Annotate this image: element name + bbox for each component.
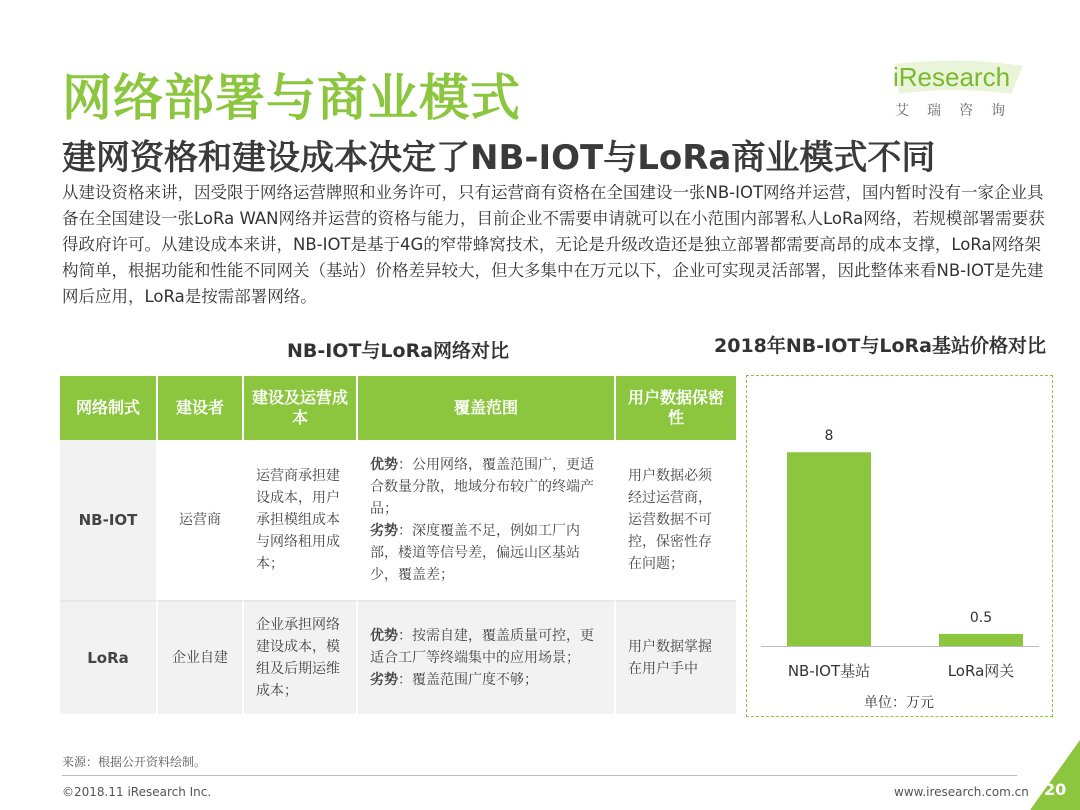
- cost-cell: 运营商承担建设成本，用户承担模组成本与网络租用成本；: [244, 440, 358, 602]
- table-row: [60, 602, 736, 716]
- chart-title: 2018年NB-IOT与LoRa基站价格对比: [714, 335, 1046, 357]
- coverage-cell: [358, 602, 616, 716]
- intro-paragraph: 从建设资格来讲，因受限于网络运营牌照和业务许可，只有运营商有资格在全国建设一张NB-IOT网络并运营，国内暂时没有一家企业具备在全国建设一张LoRa WAN网络并运营的资格与能力，目前企业不需要申请就可以在小范围内部署私人LoRa网络，若规模部署需要获得政府许可。从建设成本来讲，NB-IOT是基于4G的窄带蜂窝技术，无论是升级改造还是独立部署都需要高昂的成本支撑，LoRa网络架构简单，根据功能和性能不同网关（基站）价格差异较大，但大多集中在万元以下，企业可实现灵活部署，因此整体来看NB-IOT是先建网后应用，LoRa是按需部署网络。: [62, 183, 1045, 306]
- network-name-cell: LoRa: [60, 602, 158, 716]
- header-cell: 建设者: [158, 376, 244, 440]
- chart-bar: [939, 634, 1023, 646]
- disadvantage-text: ：覆盖范围广度不够；: [398, 672, 538, 688]
- comparison-table: [60, 376, 736, 716]
- table-row: [60, 440, 736, 602]
- builder-cell: 运营商: [158, 440, 244, 602]
- table-title: NB-IOT与LoRa网络对比: [286, 340, 510, 362]
- header-cell: 网络制式: [60, 376, 158, 440]
- header-cell: 建设及运营成本: [244, 376, 358, 440]
- coverage-cell: [358, 440, 616, 602]
- privacy-cell: 用户数据掌握在用户手中: [616, 602, 736, 716]
- logo-subtext: 艾瑞咨询: [895, 103, 1023, 119]
- network-name-cell: NB-IOT: [60, 440, 158, 602]
- category-label: NB-IOT基站: [787, 662, 871, 680]
- chart-bar: [787, 452, 871, 646]
- header-cell: 用户数据保密性: [616, 376, 736, 440]
- page-corner-triangle: [1030, 740, 1080, 810]
- advantage-label: 优势: [370, 628, 398, 644]
- privacy-cell: 用户数据必须经过运营商，运营数据不可控，保密性存在问题；: [616, 440, 736, 602]
- advantage-label: 优势: [370, 457, 398, 473]
- footer-divider: [62, 775, 1017, 776]
- disadvantage-label: 劣势: [370, 672, 398, 688]
- page-number: 20: [1044, 780, 1067, 799]
- table-header-row: [60, 376, 736, 440]
- builder-cell: 企业自建: [158, 602, 244, 716]
- advantage-text: ：按需自建，覆盖质量可控，更适合工厂等终端集中的应用场景；: [370, 628, 594, 666]
- bar-value-label: 8: [824, 428, 834, 445]
- logo-text: iResearch: [893, 62, 1011, 92]
- price-chart: [746, 375, 1053, 717]
- price-chart-svg: [747, 376, 1052, 716]
- bar-value-label: 0.5: [969, 609, 993, 626]
- cost-cell: 企业承担网络建设成本，模组及后期运维成本；: [244, 602, 358, 716]
- iresearch-logo: [893, 58, 1043, 128]
- page-title: 网络部署与商业模式: [62, 69, 521, 127]
- website: www.iresearch.com.cn: [894, 785, 1029, 799]
- advantage-text: ：公用网络，覆盖范围广，更适合数量分散，地域分布较广的终端产品；: [370, 457, 594, 517]
- disadvantage-text: ：深度覆盖不足，例如工厂内部，楼道等信号差，偏远山区基站少，覆盖差；: [370, 523, 580, 583]
- unit-label: 单位：万元: [864, 695, 934, 711]
- page-subtitle: 建网资格和建设成本决定了NB-IOT与LoRa商业模式不同: [62, 138, 936, 178]
- header-cell: 覆盖范围: [358, 376, 616, 440]
- source-note: 来源：根据公开资料绘制。: [62, 755, 207, 769]
- disadvantage-label: 劣势: [370, 523, 398, 539]
- copyright: ©2018.11 iResearch Inc.: [62, 785, 212, 799]
- category-label: LoRa网关: [947, 662, 1015, 680]
